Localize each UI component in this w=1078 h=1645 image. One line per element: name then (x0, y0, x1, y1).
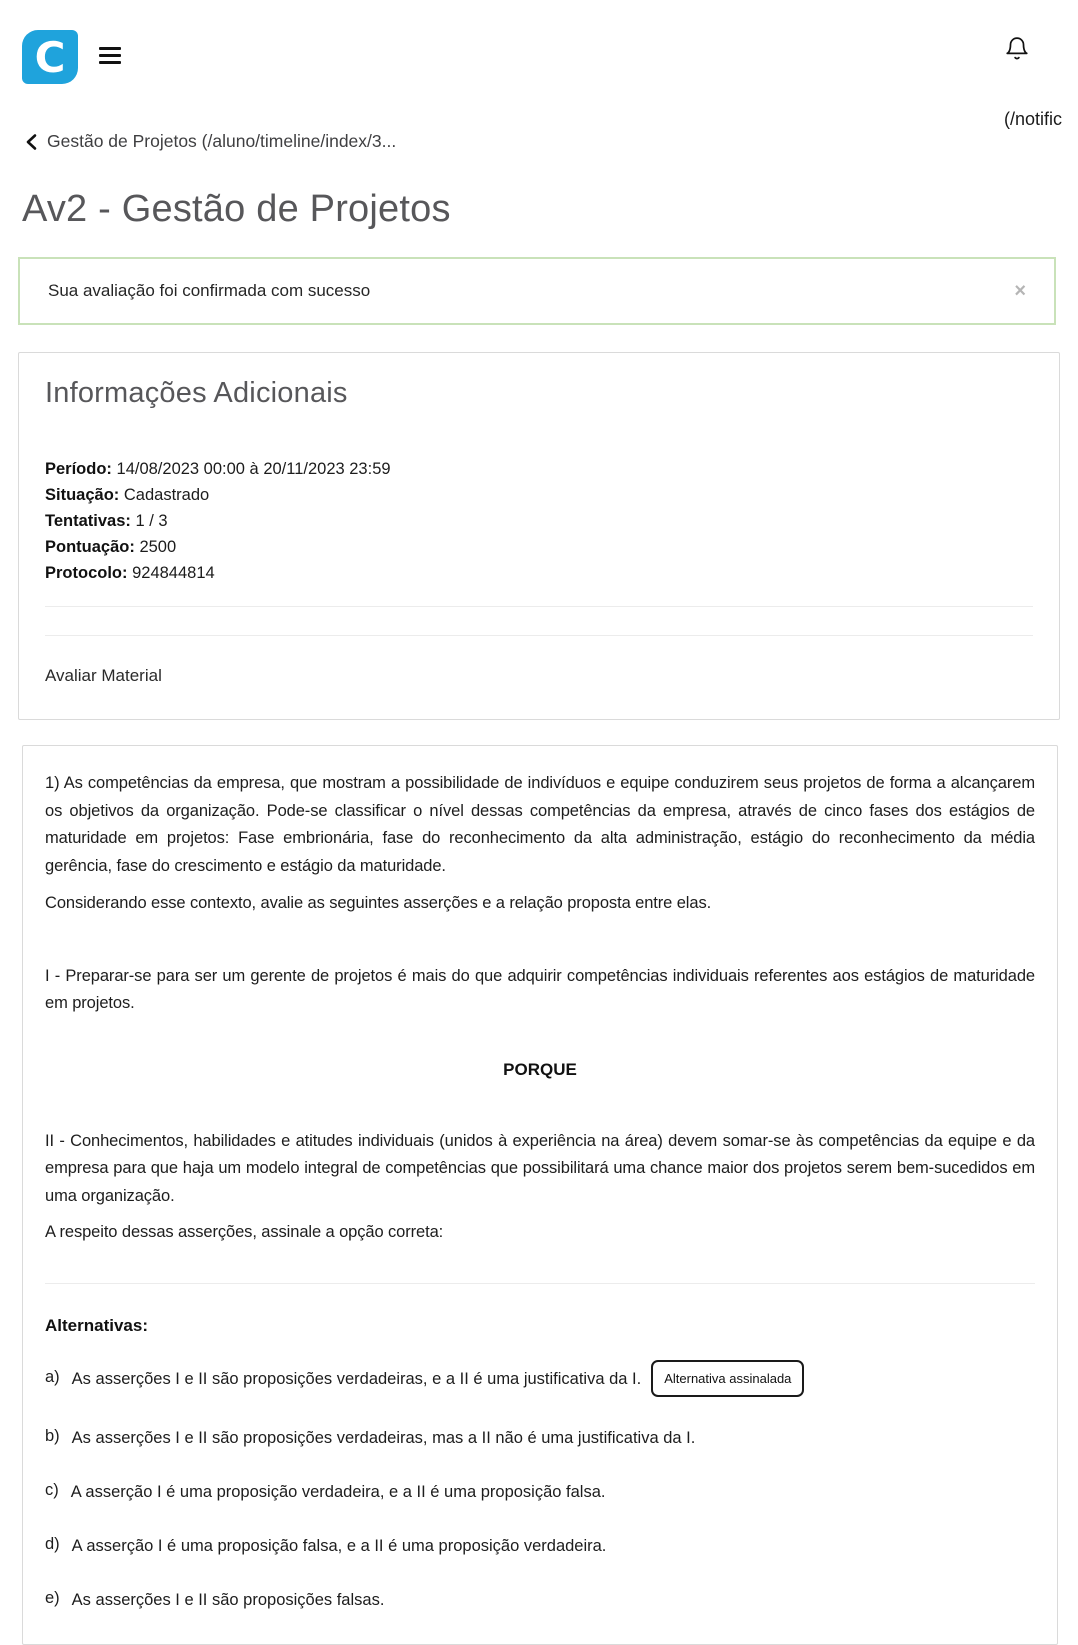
info-field-pontuacao (45, 534, 1033, 560)
question-context-line: Considerando esse contexto, avalie as seguintes asserções e a relação proposta entre elas. (45, 894, 712, 912)
question-statement: 1) As competências da empresa, que mostram a possibilidade de indivíduos e equipe conduzirem seus projetos de forma a alcançarem os objetivos da organização. Pode-se classificar o nível dessas competências da empresa, através de cinco fases dos estágios de maturidade em projetos: Fase embrionária, fase do reconhecimento da alta administração, estágio do reconhecimento da média gerência, fase do crescimento e estágio da maturidade. (45, 774, 1035, 875)
option-letter: a) (45, 1367, 60, 1386)
option-letter: c) (45, 1480, 59, 1499)
option-text: A asserção I é uma proposição verdadeira, e a II é uma proposição falsa. (70, 1482, 606, 1501)
success-alert (18, 257, 1056, 325)
breadcrumb-label: Gestão de Projetos (/aluno/timeline/index/3... (47, 131, 397, 151)
alternatives-label: Alternativas: (45, 1315, 148, 1335)
question-instruction: A respeito dessas asserções, assinale a opção correta: (45, 1223, 444, 1241)
notifications-bell-icon[interactable] (1004, 36, 1030, 62)
option-c (45, 1478, 1035, 1505)
divider (45, 606, 1033, 607)
option-letter: d) (45, 1534, 60, 1553)
field-label: Protocolo: (45, 564, 128, 582)
info-field-periodo (45, 456, 1033, 482)
option-e (45, 1586, 1035, 1613)
info-card-title: Informações Adicionais (45, 377, 348, 409)
hamburger-bar (99, 54, 121, 57)
field-label: Período: (45, 460, 112, 478)
app-logo[interactable]: C (22, 30, 78, 84)
hamburger-bar (99, 47, 121, 50)
divider (45, 1283, 1035, 1284)
field-value: 2500 (139, 538, 177, 556)
info-field-protocolo (45, 560, 1033, 586)
field-value: 14/08/2023 00:00 à 20/11/2023 23:59 (116, 460, 391, 478)
option-text: A asserção I é uma proposição falsa, e a II é uma proposição verdadeira. (71, 1536, 607, 1555)
alert-close-icon[interactable]: × (1014, 280, 1026, 302)
option-text: As asserções I e II são proposições falsas. (71, 1590, 385, 1609)
info-field-tentativas (45, 508, 1033, 534)
notifications-link-text[interactable]: (/notific (1004, 109, 1063, 129)
info-fields (45, 456, 1033, 586)
info-field-situacao (45, 482, 1033, 508)
field-label: Tentativas: (45, 512, 131, 530)
hamburger-menu-icon[interactable] (99, 47, 121, 64)
field-label: Pontuação: (45, 538, 135, 556)
divider (45, 635, 1033, 636)
field-value: 924844814 (132, 564, 215, 582)
field-label: Situação: (45, 486, 120, 504)
field-value: Cadastrado (123, 486, 210, 504)
option-text: As asserções I e II são proposições verdadeiras, e a II é uma justificativa da I. (71, 1369, 642, 1388)
porque-connector: PORQUE (503, 1059, 577, 1079)
hamburger-bar (99, 61, 121, 64)
option-b (45, 1424, 1035, 1451)
option-letter: b) (45, 1426, 60, 1445)
additional-info-card (18, 352, 1060, 720)
chevron-left-icon (26, 134, 37, 150)
option-d (45, 1532, 1035, 1559)
option-text: As asserções I e II são proposições verdadeiras, mas a II não é uma justificativa da I. (71, 1428, 696, 1447)
breadcrumb[interactable] (26, 131, 396, 152)
top-bar (0, 0, 1078, 129)
field-value: 1 / 3 (135, 512, 168, 530)
question-card (22, 745, 1058, 1645)
option-letter: e) (45, 1588, 60, 1607)
selected-answer-badge: Alternativa assinalada (651, 1360, 804, 1397)
alert-message: Sua avaliação foi confirmada com sucesso (48, 281, 371, 300)
page-title: Av2 - Gestão de Projetos (22, 188, 451, 230)
assertion-1: I - Preparar-se para ser um gerente de projetos é mais do que adquirir competências individuais referentes aos estágios de maturidade em projetos. (45, 966, 1035, 1012)
avaliar-material-link[interactable]: Avaliar Material (45, 666, 162, 685)
option-a (45, 1360, 1035, 1397)
assertion-2: II - Conhecimentos, habilidades e atitudes individuais (unidos à experiência na área) devem somar-se às competências da equipe e da empresa para que haja um modelo integral de competências que possibilitará uma chance maior dos projetos serem bem-sucedidos em uma organização. (45, 1131, 1035, 1205)
